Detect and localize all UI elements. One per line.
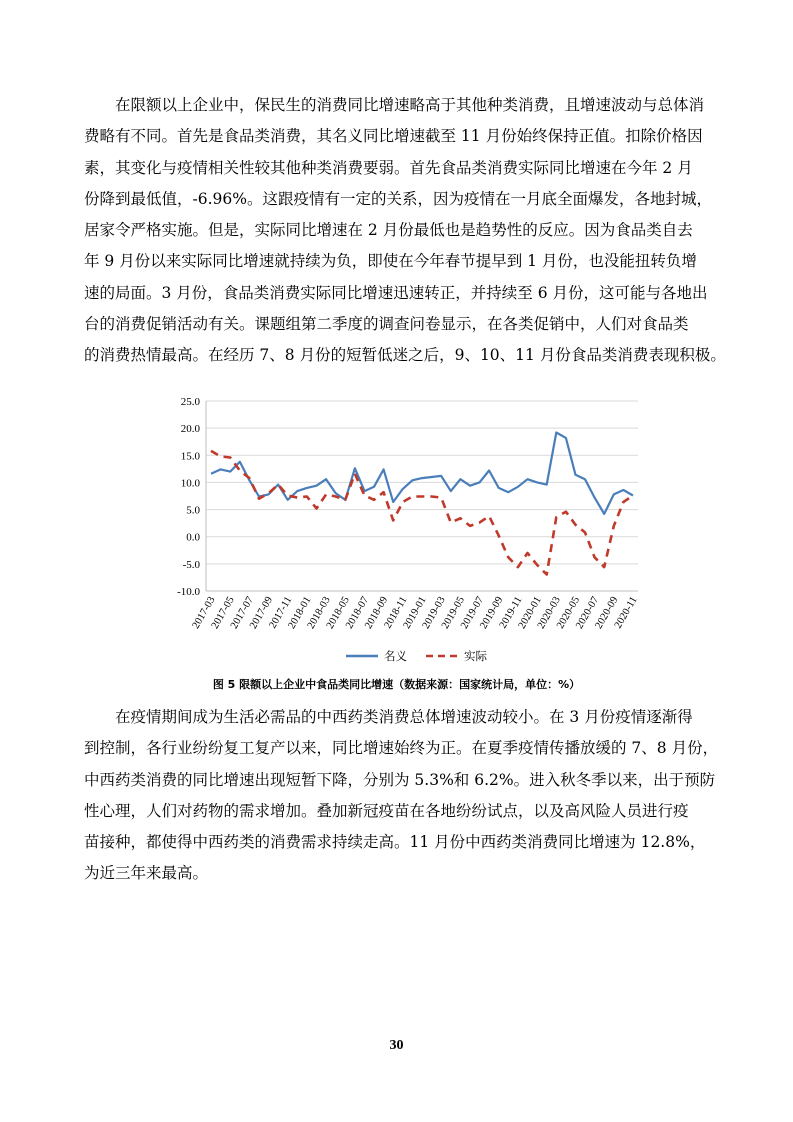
x-tick-label: 2017-07 — [228, 595, 256, 631]
x-tick-label: 2019-11 — [497, 595, 525, 631]
series-line-real — [211, 451, 633, 575]
paragraph-food-consumption — [84, 90, 726, 372]
text-line: 中西药类消费的同比增速出现短暂下降，分别为 5.3%和 6.2%。进入秋冬季以来，出于预防 — [84, 770, 716, 789]
y-tick-label: 0.0 — [186, 531, 200, 544]
text-line: 居家令严格实施。但是，实际同比增速在 2 月份最低也是趋势性的反应。因为食品类自去 — [84, 221, 693, 240]
x-tick-label: 2018-11 — [382, 595, 410, 631]
x-tick-label: 2018-01 — [286, 595, 314, 631]
x-tick-label: 2018-05 — [324, 595, 352, 631]
y-tick-label: -5.0 — [182, 558, 200, 571]
x-tick-label: 2019-01 — [401, 595, 429, 631]
x-tick-label: 2019-05 — [439, 595, 467, 631]
text-line: 份降到最低值，-6.96%。这跟疫情有一定的关系，因为疫情在一月底全面爆发，各地封城， — [84, 189, 712, 208]
text-line: 的消费热情最高。在经历 7、8 月份的短暂低迷之后，9、10、11 月份食品类消费表现积极。 — [84, 346, 726, 365]
text-line: 性心理，人们对药物的需求增加。叠加新冠疫苗在各地纷纷试点，以及高风险人员进行疫 — [84, 801, 689, 820]
x-tick-label: 2020-01 — [516, 595, 544, 631]
text-line: 费略有不同。首先是食品类消费，其名义同比增速截至 11 月份始终保持正值。扣除价格因 — [84, 127, 703, 146]
x-tick-label: 2017-03 — [190, 595, 218, 631]
y-tick-label: 25.0 — [180, 396, 200, 408]
text-line: 台的消费促销活动有关。课题组第二季度的调查问卷显示，在各类促销中，人们对食品类 — [84, 315, 689, 334]
food-growth-line-chart — [150, 390, 650, 680]
x-tick-label: 2020-07 — [574, 595, 602, 631]
y-tick-label: 20.0 — [180, 423, 200, 436]
x-tick-label: 2018-07 — [344, 595, 372, 631]
text-line: 苗接种，都使得中西药类的消费需求持续走高。11 月份中西药类消费同比增速为 12.8%， — [84, 833, 706, 852]
text-line: 到控制，各行业纷纷复工复产以来，同比增速始终为正。在夏季疫情传播放缓的 7、8 月份， — [84, 739, 719, 758]
x-tick-label: 2020-11 — [612, 595, 640, 631]
x-tick-label: 2018-09 — [363, 595, 391, 631]
x-tick-label: 2019-07 — [459, 595, 487, 631]
x-tick-label: 2019-09 — [478, 595, 506, 631]
text-line: 年 9 月份以来实际同比增速就持续为负，即使在今年春节提早到 1 月份，也没能扭转负增 — [84, 252, 697, 271]
figure-caption: 图 5 限额以上企业中食品类同比增速（数据来源：国家统计局，单位：%） — [212, 678, 581, 691]
x-tick-label: 2020-05 — [555, 595, 583, 631]
x-tick-label: 2019-03 — [420, 595, 448, 631]
text-line: 在疫情期间成为生活必需品的中西药类消费总体增速波动较小。在 3 月份疫情逐渐得 — [84, 708, 693, 726]
page-number: 30 — [389, 1038, 404, 1053]
text-line: 速的局面。3 月份，食品类消费实际同比增速迅速转正，并持续至 6 月份，这可能与各地出 — [84, 283, 708, 302]
x-tick-label: 2017-05 — [209, 595, 237, 631]
text-line: 为近三年来最高。 — [84, 864, 209, 883]
text-line: 素，其变化与疫情相关性较其他种类消费要弱。首先食品类消费实际同比增速在今年 2 月 — [84, 158, 693, 177]
x-tick-label: 2017-11 — [267, 595, 295, 631]
y-tick-label: 5.0 — [186, 504, 200, 517]
series-line-nominal — [211, 433, 633, 514]
y-tick-label: 10.0 — [180, 477, 200, 490]
x-tick-label: 2018-03 — [305, 595, 333, 631]
legend-label: 实际 — [464, 651, 487, 663]
y-tick-label: -10.0 — [177, 586, 200, 598]
paragraph-medicine-consumption — [84, 702, 719, 890]
y-tick-label: 15.0 — [180, 450, 200, 463]
text-line: 在限额以上企业中，保民生的消费同比增速略高于其他种类消费，且增速波动与总体消 — [84, 96, 705, 114]
x-tick-label: 2020-09 — [593, 595, 621, 631]
x-tick-label: 2020-03 — [535, 595, 563, 631]
x-tick-label: 2017-09 — [248, 595, 276, 631]
legend-label: 名义 — [384, 651, 407, 663]
